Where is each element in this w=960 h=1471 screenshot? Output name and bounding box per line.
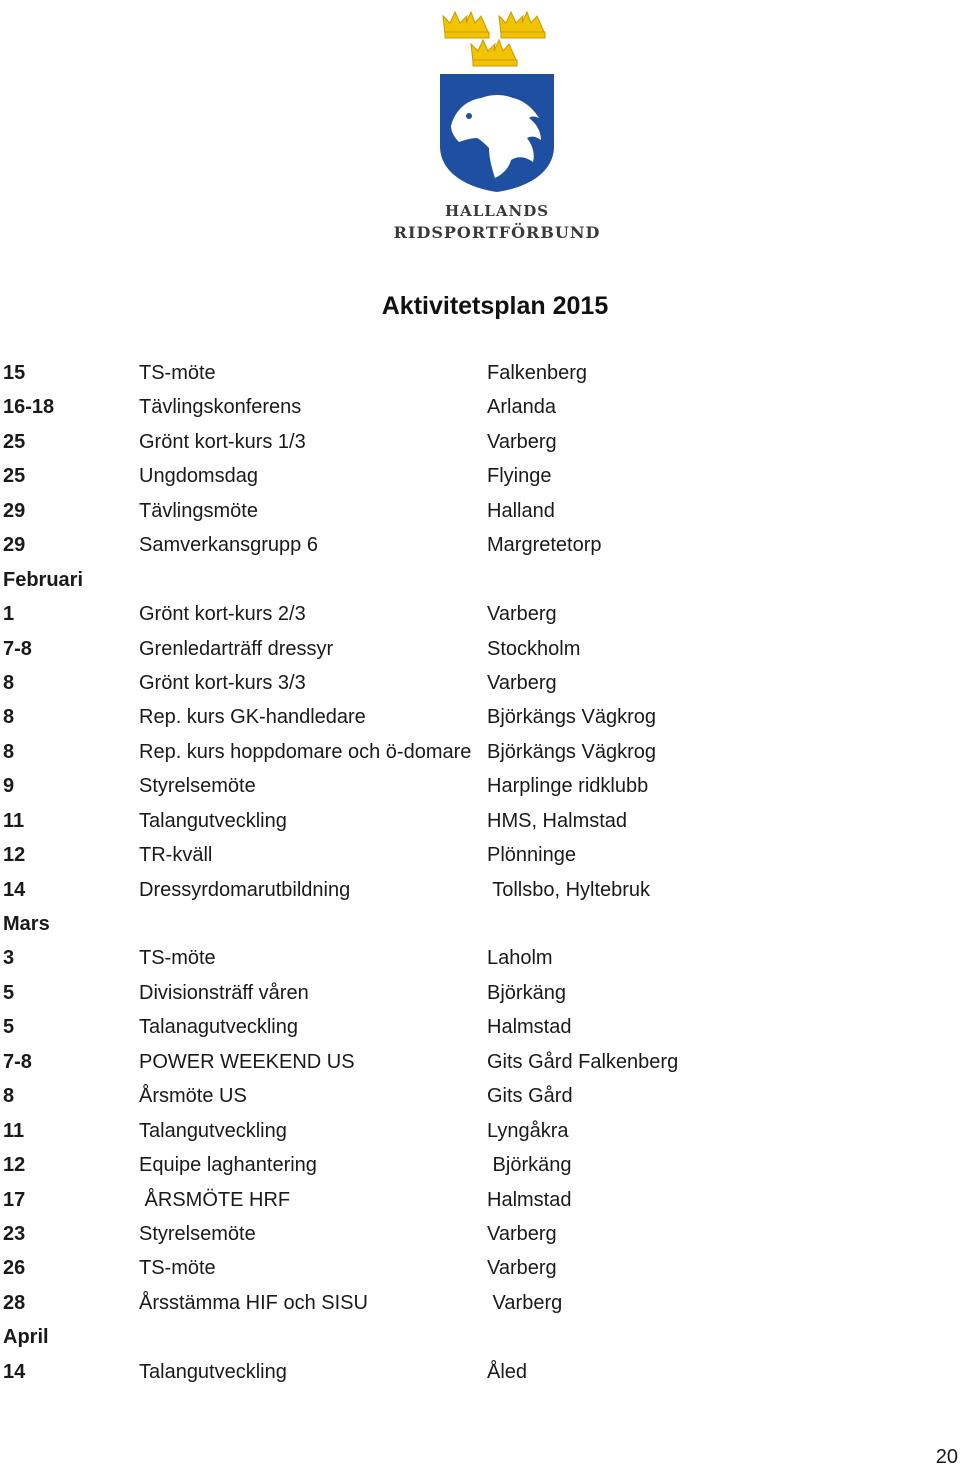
- activity-day: 3: [3, 947, 15, 970]
- activity-name: Talangutveckling: [139, 809, 287, 832]
- activity-row: [0, 1010, 960, 1044]
- activity-place: Gits Gård Falkenberg: [487, 1050, 679, 1073]
- activity-name: TR-kväll: [139, 844, 213, 867]
- activity-name: Samverkansgrupp 6: [139, 534, 318, 557]
- activity-name: Tävlingskonferens: [139, 396, 302, 419]
- activity-name: Tävlingsmöte: [139, 499, 258, 522]
- activity-day: 15: [3, 362, 26, 384]
- page-number: 20: [935, 1446, 958, 1468]
- activity-day: 16-18: [3, 396, 55, 419]
- activity-row: [0, 769, 960, 803]
- activity-name: Rep. kurs GK-handledare: [139, 706, 366, 729]
- activity-day: 29: [3, 499, 26, 522]
- activity-day: 8: [3, 671, 15, 694]
- activity-row: [0, 838, 960, 872]
- activity-place: Stockholm: [487, 637, 581, 660]
- page-title: Aktivitetsplan 2015: [381, 292, 609, 320]
- activity-day: 23: [3, 1222, 26, 1245]
- month-heading: Februari: [3, 568, 84, 591]
- activity-row: [0, 390, 960, 424]
- activity-place: Björkängs Vägkrog: [487, 740, 656, 763]
- activity-row: [0, 425, 960, 459]
- crown-icon: [443, 12, 489, 38]
- activity-place: Björkängs Vägkrog: [487, 706, 656, 729]
- activity-place: Åled: [487, 1360, 528, 1383]
- activity-name: Grenledarträff dressyr: [139, 637, 334, 660]
- activity-row: [0, 1286, 960, 1320]
- crown-icon: [499, 12, 545, 38]
- activity-row: [0, 1148, 960, 1182]
- activity-name: Talanagutveckling: [139, 1016, 298, 1039]
- activity-name: Talangutveckling: [139, 1119, 287, 1142]
- activity-day: 11: [3, 809, 25, 832]
- activity-day: 9: [3, 775, 15, 798]
- activity-place: Björkäng: [487, 1154, 572, 1177]
- activity-place: Varberg: [487, 1222, 557, 1245]
- activity-place: Lyngåkra: [487, 1119, 569, 1142]
- activity-row: [0, 666, 960, 700]
- activity-name: Equipe laghantering: [139, 1154, 317, 1177]
- activity-row: [0, 1114, 960, 1148]
- activity-name: Ungdomsdag: [139, 465, 258, 488]
- activity-place: Falkenberg: [487, 362, 588, 384]
- activity-day: 5: [3, 1016, 15, 1039]
- activity-place: Gits Gård: [487, 1085, 573, 1108]
- activity-row: [0, 976, 960, 1010]
- activity-row: [0, 1079, 960, 1113]
- activity-place: Laholm: [487, 947, 553, 970]
- activity-name: Styrelsemöte: [139, 1222, 256, 1245]
- month-heading: April: [3, 1326, 49, 1349]
- activity-day: 14: [3, 1360, 26, 1383]
- activity-day: 7-8: [3, 637, 32, 660]
- activity-place: Halmstad: [487, 1016, 572, 1039]
- activity-row: [0, 941, 960, 975]
- activity-name: Dressyrdomarutbildning: [139, 878, 351, 901]
- activity-place: Björkäng: [487, 981, 566, 1004]
- activity-day: 25: [3, 465, 26, 488]
- month-heading-row: [0, 563, 960, 597]
- activity-day: 14: [3, 878, 26, 901]
- activity-row: [0, 735, 960, 769]
- activity-place: Varberg: [487, 1291, 563, 1314]
- activity-name: TS-möte: [139, 362, 216, 384]
- logo-text-line1: HALLANDS: [444, 202, 550, 220]
- activity-day: 11: [3, 1119, 25, 1142]
- activity-place: Flyinge: [487, 465, 552, 488]
- activity-day: 8: [3, 740, 15, 763]
- activity-name: TS-möte: [139, 1257, 216, 1280]
- activity-place: Varberg: [487, 603, 557, 626]
- activity-place: Tollsbo, Hyltebruk: [487, 878, 651, 901]
- activity-row: [0, 1217, 960, 1251]
- activity-name: Årsmöte US: [139, 1085, 247, 1108]
- activity-row: [0, 494, 960, 528]
- activity-row: [0, 804, 960, 838]
- activity-name: Styrelsemöte: [139, 775, 256, 798]
- activity-row: [0, 1183, 960, 1217]
- activity-day: 28: [3, 1291, 26, 1314]
- activity-place: Varberg: [487, 430, 557, 453]
- activity-place: Varberg: [487, 1257, 557, 1280]
- activity-row: [0, 459, 960, 493]
- month-heading-row: [0, 1320, 960, 1354]
- activity-name: TS-möte: [139, 947, 216, 970]
- activity-place: Halmstad: [487, 1188, 572, 1211]
- activity-day: 12: [3, 1154, 26, 1177]
- activity-place: Varberg: [487, 671, 557, 694]
- activity-row: [0, 1045, 960, 1079]
- activity-day: 8: [3, 706, 15, 729]
- activity-day: 5: [3, 981, 15, 1004]
- activity-day: 26: [3, 1257, 26, 1280]
- activity-place: Plönninge: [487, 844, 576, 867]
- activity-day: 1: [3, 603, 15, 626]
- activity-place: Halland: [487, 499, 555, 522]
- crown-icon: [471, 40, 517, 66]
- activity-name: Divisionsträff våren: [139, 981, 309, 1004]
- activity-place: Margretetorp: [487, 534, 602, 557]
- activity-place: Harplinge ridklubb: [487, 775, 649, 798]
- activity-day: 7-8: [3, 1050, 32, 1073]
- activity-row: [0, 700, 960, 734]
- activity-row: [0, 597, 960, 631]
- activity-row: [0, 528, 960, 562]
- activity-list: [0, 356, 960, 1389]
- activity-day: 25: [3, 430, 26, 453]
- activity-name: Rep. kurs hoppdomare och ö-domare: [139, 740, 472, 763]
- activity-name: Årsstämma HIF och SISU: [139, 1291, 368, 1314]
- activity-row: [0, 1355, 960, 1389]
- activity-place: Arlanda: [487, 396, 556, 419]
- activity-name: POWER WEEKEND US: [139, 1050, 355, 1073]
- activity-name: Grönt kort-kurs 3/3: [139, 671, 306, 694]
- logo-text-line2: RIDSPORTFÖRBUND: [393, 223, 601, 242]
- activity-row: [0, 873, 960, 907]
- activity-name: ÅRSMÖTE HRF: [139, 1188, 291, 1211]
- month-heading-row: [0, 907, 960, 941]
- activity-day: 8: [3, 1085, 15, 1108]
- activity-name: Talangutveckling: [139, 1360, 287, 1383]
- activity-place: HMS, Halmstad: [487, 809, 628, 832]
- activity-row: [0, 356, 960, 390]
- activity-day: 12: [3, 844, 26, 867]
- activity-row: [0, 1251, 960, 1285]
- activity-name: Grönt kort-kurs 2/3: [139, 603, 306, 626]
- activity-day: 17: [3, 1188, 26, 1211]
- activity-row: [0, 632, 960, 666]
- activity-day: 29: [3, 534, 26, 557]
- activity-name: Grönt kort-kurs 1/3: [139, 430, 306, 453]
- month-heading: Mars: [3, 913, 50, 935]
